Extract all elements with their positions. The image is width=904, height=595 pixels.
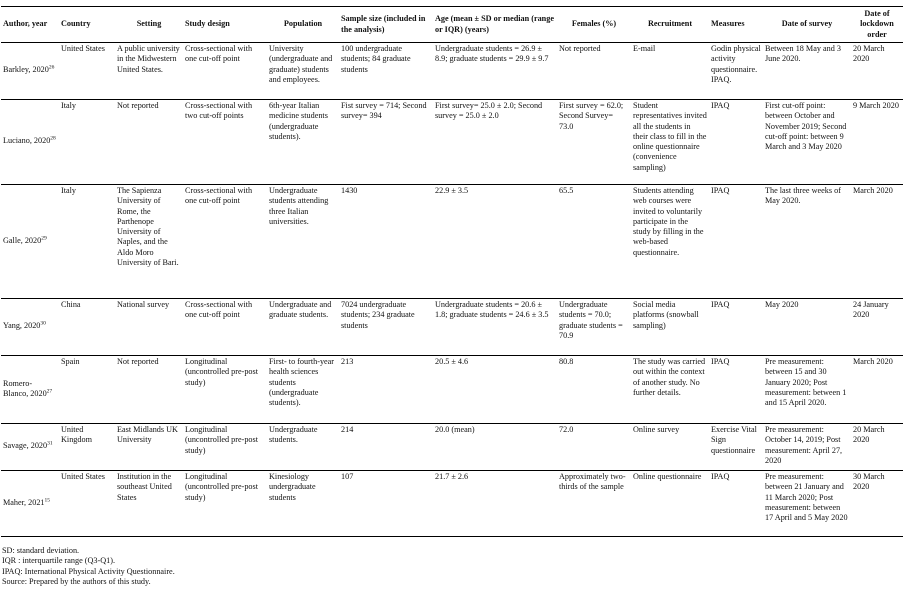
header-age: Age (mean ± SD or median (range or IQR) (years) xyxy=(433,7,557,43)
author-name: Galle, 2020 xyxy=(3,235,42,245)
cell-setting: Not reported xyxy=(115,356,183,424)
cell-measures: Godin physical activity questionnaire. IPAQ. xyxy=(709,43,763,100)
table-row xyxy=(1,100,903,185)
cell-study-design: Longitudinal (uncontrolled pre-post study) xyxy=(183,471,267,537)
cell-females: 72.0 xyxy=(557,424,631,471)
cell-age: Undergraduate students = 26.9 ± 8.9; graduate students = 29.9 ± 9.7 xyxy=(433,43,557,100)
cell-author xyxy=(1,356,59,424)
cell-sample-size: 214 xyxy=(339,424,433,471)
reference-number: 30 xyxy=(40,320,46,327)
cell-measures: IPAQ xyxy=(709,356,763,424)
cell-age: 20.0 (mean) xyxy=(433,424,557,471)
cell-country: China xyxy=(59,299,115,356)
reference-number: 29 xyxy=(41,235,47,242)
cell-females: Approximately two-thirds of the sample xyxy=(557,471,631,537)
cell-population: University (undergraduate and graduate) students and employees. xyxy=(267,43,339,100)
cell-population: Kinesiology undergraduate students xyxy=(267,471,339,537)
cell-recruitment: Students attending web courses were invited to voluntarily participate in the study by filling in the web-based questionnaire. xyxy=(631,185,709,299)
cell-age: Undergraduate students = 20.6 ± 1.8; graduate students = 24.6 ± 3.5 xyxy=(433,299,557,356)
table-row xyxy=(1,43,903,100)
cell-age: 20.5 ± 4.6 xyxy=(433,356,557,424)
cell-date-of-lockdown: 30 March 2020 xyxy=(851,471,903,537)
cell-study-design: Cross-sectional with one cut-off point xyxy=(183,43,267,100)
cell-date-of-survey: Pre measurement: October 14, 2019; Post measurement: April 27, 2020 xyxy=(763,424,851,471)
header-date-of-survey: Date of survey xyxy=(763,7,851,43)
author-name: Savage, 2020 xyxy=(3,441,48,451)
cell-country: United Kingdom xyxy=(59,424,115,471)
cell-measures: IPAQ xyxy=(709,299,763,356)
cell-date-of-survey: May 2020 xyxy=(763,299,851,356)
cell-study-design: Longitudinal (uncontrolled pre-post study) xyxy=(183,424,267,471)
cell-date-of-survey: First cut-off point: between October and November 2019; Second cut-off point: between 9 March and 3 May 2020 xyxy=(763,100,851,185)
cell-measures: Exercise Vital Sign questionnaire xyxy=(709,424,763,471)
cell-country: United States xyxy=(59,471,115,537)
cell-measures: IPAQ xyxy=(709,185,763,299)
cell-females: Not reported xyxy=(557,43,631,100)
study-characteristics-table xyxy=(1,6,903,537)
footnote-sd: SD: standard deviation. xyxy=(2,546,80,555)
cell-setting: Institution in the southeast United States xyxy=(115,471,183,537)
cell-date-of-lockdown: 24 January 2020 xyxy=(851,299,903,356)
footnote-iqr: IQR : interquartile range (Q3-Q1). xyxy=(2,556,115,566)
cell-date-of-survey: Between 18 May and 3 June 2020. xyxy=(763,43,851,100)
cell-date-of-lockdown: 20 March 2020 xyxy=(851,43,903,100)
cell-sample-size: 7024 undergraduate students; 234 graduate students xyxy=(339,299,433,356)
cell-females: First survey = 62.0; Second Survey= 73.0 xyxy=(557,100,631,185)
cell-recruitment: The study was carried out within the context of another study. No further details. xyxy=(631,356,709,424)
header-recruitment: Recruitment xyxy=(631,7,709,43)
cell-age: 21.7 ± 2.6 xyxy=(433,471,557,537)
cell-recruitment: Online survey xyxy=(631,424,709,471)
cell-recruitment: Student representatives invited all the students in their class to fill in the online questionnaire (convenience sampling) xyxy=(631,100,709,185)
author-name: Yang, 2020 xyxy=(3,321,41,331)
table-row xyxy=(1,424,903,471)
table-row xyxy=(1,471,903,537)
table-header-row xyxy=(1,7,903,43)
cell-date-of-survey: Pre measurement: between 21 January and 11 March 2020; Post measurement: between 17 April and 5 May 2020 xyxy=(763,471,851,537)
header-date-of-lockdown: Date of lockdown order xyxy=(851,7,903,43)
cell-country: United States xyxy=(59,43,115,100)
cell-females: 80.8 xyxy=(557,356,631,424)
cell-setting: Not reported xyxy=(115,100,183,185)
cell-country: Italy xyxy=(59,185,115,299)
cell-date-of-lockdown: March 2020 xyxy=(851,356,903,424)
cell-females: Undergraduate students = 70.0; graduate students = 70.9 xyxy=(557,299,631,356)
cell-sample-size: 107 xyxy=(339,471,433,537)
cell-age: 22.9 ± 3.5 xyxy=(433,185,557,299)
cell-age: First survey= 25.0 ± 2.0; Second survey = 25.0 ± 2.0 xyxy=(433,100,557,185)
cell-sample-size: Fist survey = 714; Second survey= 394 xyxy=(339,100,433,185)
cell-measures: IPAQ xyxy=(709,471,763,537)
cell-author xyxy=(1,185,59,299)
cell-setting: A public university in the Midwestern United States. xyxy=(115,43,183,100)
author-name: Luciano, 2020 xyxy=(3,136,51,146)
cell-study-design: Cross-sectional with one cut-off point xyxy=(183,299,267,356)
cell-author xyxy=(1,43,59,100)
cell-author xyxy=(1,299,59,356)
header-measures: Measures xyxy=(709,7,763,43)
header-sample-size: Sample size (included in the analysis) xyxy=(339,7,433,43)
cell-population: Undergraduate and graduate students. xyxy=(267,299,339,356)
cell-study-design: Longitudinal (uncontrolled pre-post study) xyxy=(183,356,267,424)
cell-study-design: Cross-sectional with one cut-off point xyxy=(183,185,267,299)
table-footnotes xyxy=(2,546,175,588)
cell-recruitment: Online questionnaire xyxy=(631,471,709,537)
header-author: Author, year xyxy=(1,7,59,43)
cell-date-of-lockdown: March 2020 xyxy=(851,185,903,299)
cell-females: 65.5 xyxy=(557,185,631,299)
header-setting: Setting xyxy=(115,7,183,43)
reference-number: 15 xyxy=(44,497,51,504)
cell-setting: East Midlands UK University xyxy=(115,424,183,471)
cell-author xyxy=(1,471,59,537)
cell-population: First- to fourth-year health sciences students (undergraduate students). xyxy=(267,356,339,424)
cell-setting: National survey xyxy=(115,299,183,356)
cell-date-of-lockdown: 9 March 2020 xyxy=(851,100,903,185)
cell-setting: The Sapienza University of Rome, the Parthenope University of Naples, and the Aldo Moro University of Bari. xyxy=(115,185,183,299)
cell-sample-size: 100 undergraduate students; 84 graduate students xyxy=(339,43,433,100)
cell-sample-size: 1430 xyxy=(339,185,433,299)
cell-author xyxy=(1,100,59,185)
cell-recruitment: Social media platforms (snowball sampling) xyxy=(631,299,709,356)
table-row xyxy=(1,185,903,299)
cell-measures: IPAQ xyxy=(709,100,763,185)
cell-date-of-survey: Pre measurement: between 15 and 30 January 2020; Post measurement: between 1 and 15 April 2020. xyxy=(763,356,851,424)
cell-recruitment: E-mail xyxy=(631,43,709,100)
reference-number: 31 xyxy=(47,440,53,447)
footnote-source: Source: Prepared by the authors of this study. xyxy=(2,577,151,587)
header-population: Population xyxy=(267,7,339,43)
cell-date-of-survey: The last three weeks of May 2020. xyxy=(763,185,851,299)
table-row xyxy=(1,299,903,356)
reference-number: 28 xyxy=(50,135,56,142)
reference-number: 27 xyxy=(46,388,53,395)
cell-author xyxy=(1,424,59,471)
footnote-ipaq: IPAQ: International Physical Activity Questionnaire. xyxy=(2,566,175,576)
cell-study-design: Cross-sectional with two cut-off points xyxy=(183,100,267,185)
cell-sample-size: 213 xyxy=(339,356,433,424)
cell-population: Undergraduate students attending three Italian universities. xyxy=(267,185,339,299)
author-name: Maher, 2021 xyxy=(3,497,45,507)
table-row xyxy=(1,356,903,424)
cell-country: Italy xyxy=(59,100,115,185)
header-country: Country xyxy=(59,7,115,43)
author-name: Barkley, 2020 xyxy=(3,65,49,75)
reference-number: 26 xyxy=(48,64,55,71)
cell-population: Undergraduate students. xyxy=(267,424,339,471)
cell-population: 6th-year Italian medicine students (undergraduate students). xyxy=(267,100,339,185)
cell-date-of-lockdown: 20 March 2020 xyxy=(851,424,903,471)
cell-country: Spain xyxy=(59,356,115,424)
header-females: Females (%) xyxy=(557,7,631,43)
author-name: Romero-Blanco, 2020 xyxy=(3,378,47,398)
header-study-design: Study design xyxy=(183,7,267,43)
